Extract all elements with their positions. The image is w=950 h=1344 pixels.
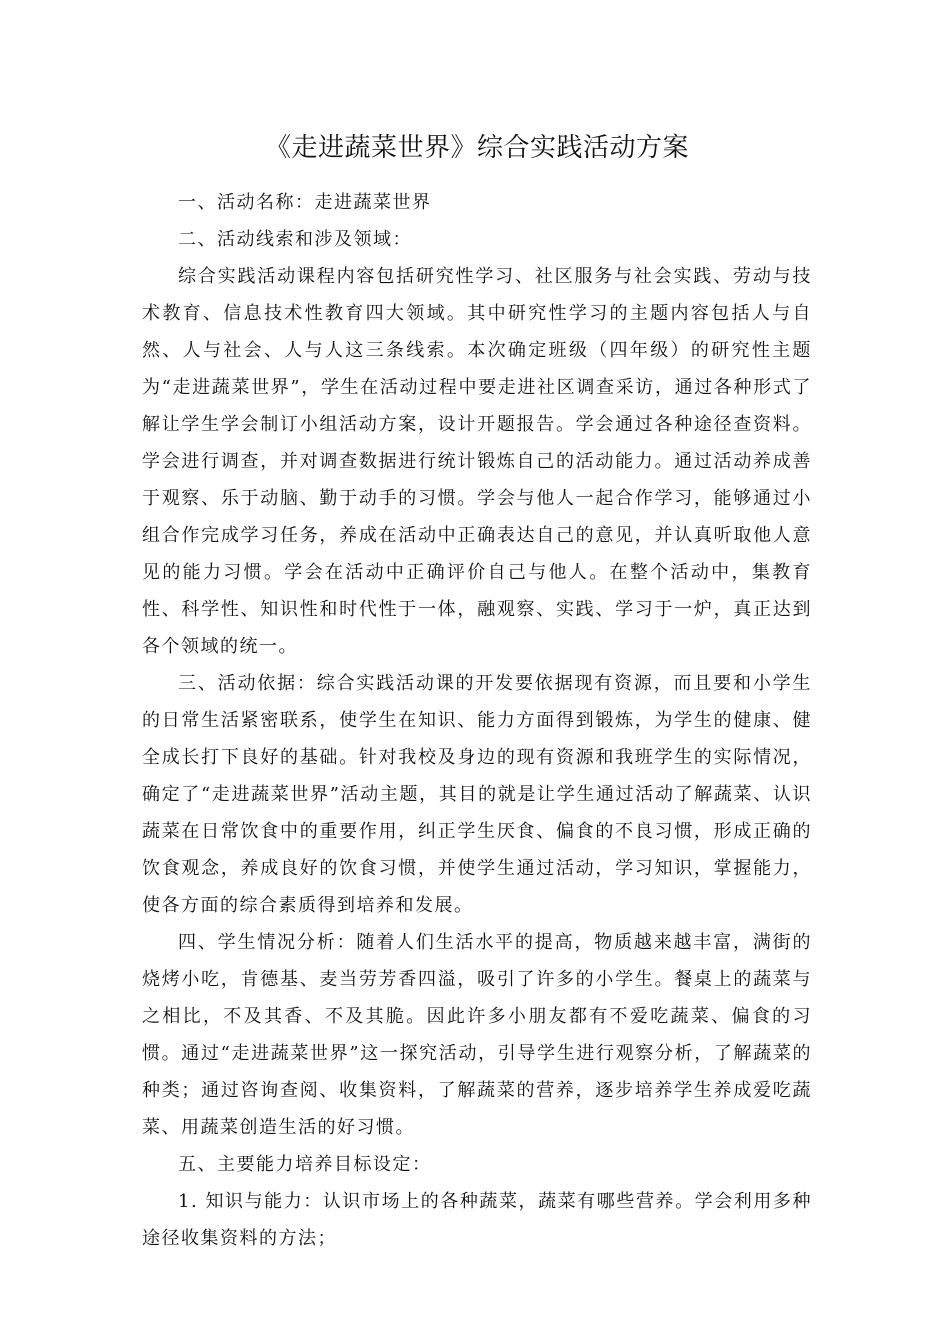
paragraph-goal-knowledge: 1. 知识与能力：认识市场上的各种蔬菜，蔬菜有哪些营养。学会利用多种途径收集资料的方法； <box>142 1191 812 1249</box>
paragraph-basis: 三、活动依据：综合实践活动课的开发要依据现有资源，而且要和小学生的日常生活紧密联系，使学生在知识、能力方面得到锻炼，为学生的健康、健全成长打下良好的基础。针对我校及身边的现有资源和我班学生的实际情况，确定了“走进蔬菜世界”活动主题，其目的就是让学生通过活动了解蔬菜、认识蔬菜在日常饮食中的重要作用，纠正学生厌食、偏食的不良习惯，形成正确的饮食观念，养成良好的饮食习惯，并使学生通过活动，学习知识，掌握能力，使各方面的综合素质得到培养和发展。 <box>142 673 812 916</box>
paragraph-student-analysis: 四、学生情况分析：随着人们生活水平的提高，物质越来越丰富，满街的烧烤小吃，肯德基、麦当劳芳香四溢，吸引了许多的小学生。餐桌上的蔬菜与之相比，不及其香、不及其脆。因此许多小朋友都有不爱吃蔬菜、偏食的习惯。通过“走进蔬菜世界”这一探究活动，引导学生进行观察分析，了解蔬菜的种类；通过咨询查阅、收集资料，了解蔬菜的营养，逐步培养学生养成爱吃蔬菜、用蔬菜创造生活的好习惯。 <box>142 932 812 1138</box>
document-page <box>142 128 812 1257</box>
paragraph-clues-body: 综合实践活动课程内容包括研究性学习、社区服务与社会实践、劳动与技术教育、信息技术性教育四大领域。其中研究性学习的主题内容包括人与自然、人与社会、人与人这三条线索。本次确定班级（四年级）的研究性主题为“走进蔬菜世界”，学生在活动过程中要走进社区调查采访，通过各种形式了解让学生学会制订小组活动方案，设计开题报告。学会通过各种途径查资料。学会进行调查，并对调查数据进行统计锻炼自己的活动能力。通过活动养成善于观察、乐于动脑、勤于动手的习惯。学会与他人一起合作学习，能够通过小组合作完成学习任务，养成在活动中正确表达自己的意见，并认真听取他人意见的能力习惯。学会在活动中正确评价自己与他人。在整个活动中，集教育性、科学性、知识性和时代性于一体，融观察、实践、学习于一炉，真正达到各个领域的统一。 <box>142 266 812 657</box>
document-title: 《走进蔬菜世界》综合实践活动方案 <box>264 133 689 163</box>
paragraph-goals-heading: 五、主要能力培养目标设定： <box>178 1154 432 1175</box>
paragraph-activity-name: 一、活动名称：走进蔬菜世界 <box>178 192 432 213</box>
paragraph-clues-heading: 二、活动线索和涉及领域： <box>178 229 412 250</box>
